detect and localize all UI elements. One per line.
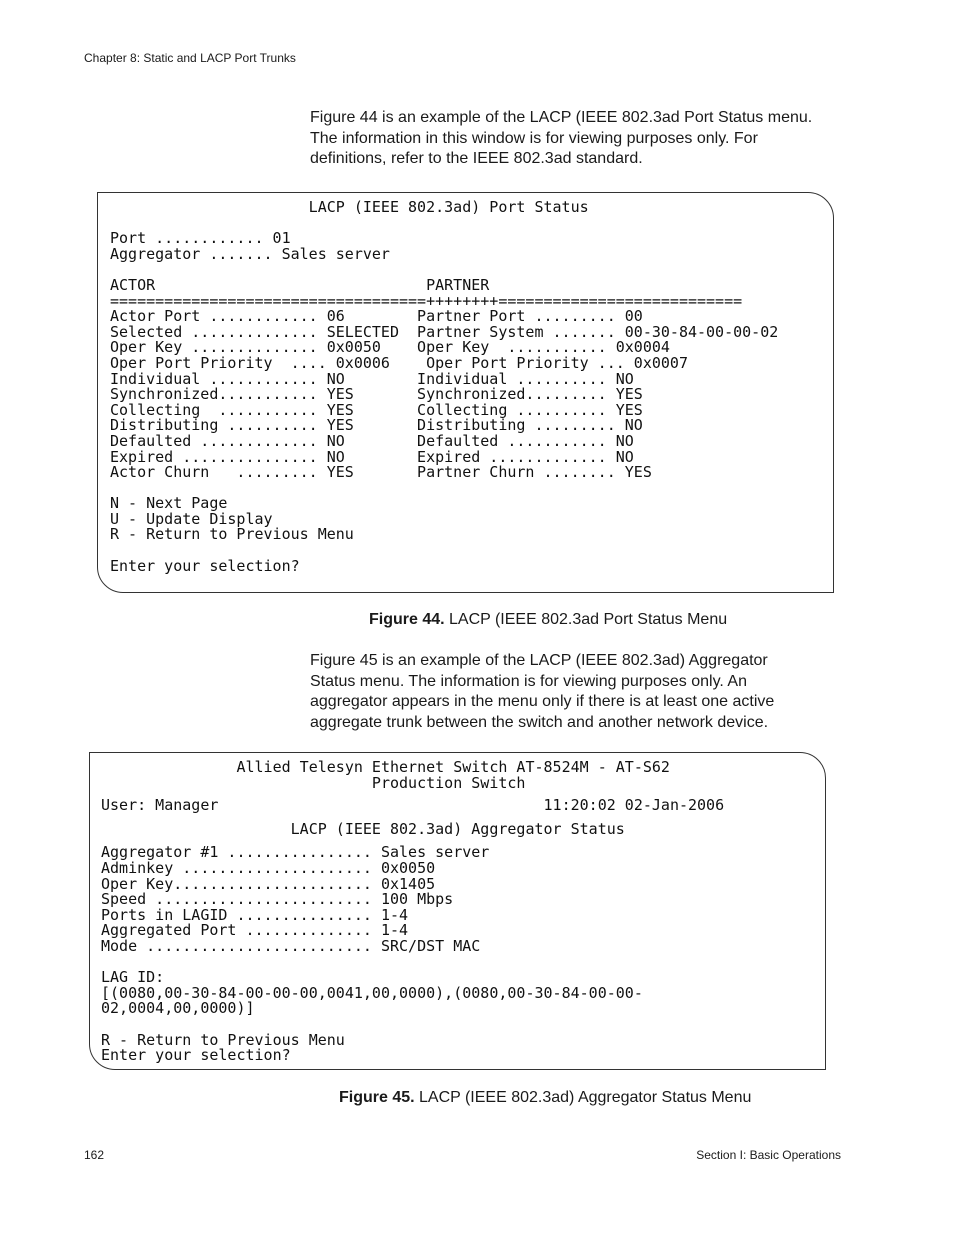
screen-line: ACTOR PARTNER	[110, 275, 490, 294]
screen-line: Speed ........................ 100 Mbps	[101, 890, 454, 909]
page-number: 162	[84, 1148, 105, 1162]
aggregator-status-screen-text	[101, 760, 724, 1064]
screen-line: Synchronized........... YES Synchronized......... YES	[110, 385, 643, 404]
screen-line: Enter your selection?	[101, 1046, 291, 1065]
port-status-screen	[97, 192, 834, 593]
intro-1-line: definitions, refer to the IEEE 802.3ad standard.	[310, 150, 643, 167]
screen-line: R - Return to Previous Menu	[101, 1030, 345, 1049]
screen-line: Distributing .......... YES Distributing ......... NO	[110, 416, 643, 435]
screen-line: LAG ID:	[101, 968, 165, 987]
screen-line: ===================================++++++++===========================	[110, 291, 743, 310]
screen-title: LACP (IEEE 802.3ad) Port Status	[110, 198, 589, 216]
screen-line: Mode ......................... SRC/DST MAC	[101, 936, 481, 955]
screen-line: Actor Churn ......... YES Partner Churn ........ YES	[110, 463, 652, 482]
user-time-line: User: Manager 11:20:02 02-Jan-2006	[101, 796, 725, 815]
screen-line: Adminkey ..................... 0x0050	[101, 858, 436, 877]
screen-line: Defaulted ............. NO Defaulted ........... NO	[110, 431, 634, 450]
intro-paragraph-1	[310, 108, 850, 170]
screen-subtitle: Production Switch	[101, 773, 526, 792]
screen-heading: LACP (IEEE 802.3ad) Aggregator Status	[101, 819, 625, 838]
screen-line: Enter your selection?	[110, 556, 300, 575]
figure-45-text: LACP (IEEE 802.3ad) Aggregator Status Menu	[414, 1089, 752, 1106]
screen-line: Selected .............. SELECTED Partner System ....... 00-30-84-00-00-02	[110, 322, 779, 341]
aggregator-status-screen	[89, 752, 826, 1070]
screen-line: Oper Port Priority .... 0x0006 Oper Port Priority ... 0x0007	[110, 353, 688, 372]
chapter-header: Chapter 8: Static and LACP Port Trunks	[84, 51, 296, 65]
port-status-screen-text	[110, 200, 778, 574]
intro-2-line: aggregator appears in the menu only if there is at least one active	[310, 693, 775, 710]
screen-line: R - Return to Previous Menu	[110, 525, 354, 544]
intro-2-line: aggregate trunk between the switch and another network device.	[310, 713, 769, 731]
intro-2-line: Status menu. The information is for viewing purposes only. An	[310, 672, 747, 690]
intro-2-line: Figure 45 is an example of the LACP (IEEE 802.3ad) Aggregator	[310, 652, 768, 669]
figure-45-caption	[339, 1089, 751, 1107]
figure-44-caption	[369, 611, 727, 629]
screen-line: 02,0004,00,0000)]	[101, 999, 255, 1018]
screen-line: Ports in LAGID ............... 1-4	[101, 905, 409, 924]
screen-line: Aggregator ....... Sales server	[110, 244, 390, 263]
screen-line: Expired ............... NO Expired ............. NO	[110, 447, 634, 466]
intro-paragraph-2	[310, 651, 850, 733]
figure-44-label: Figure 44.	[369, 611, 445, 628]
screen-line: Individual ............ NO Individual .......... NO	[110, 369, 634, 388]
figure-45-label: Figure 45.	[339, 1089, 415, 1106]
screen-line: Aggregator #1 ................ Sales server	[101, 843, 490, 862]
screen-line: Oper Key...................... 0x1405	[101, 874, 436, 893]
screen-line	[101, 955, 724, 971]
screen-line: Aggregated Port .............. 1-4	[101, 921, 409, 940]
screen-line: Actor Port ............ 06 Partner Port ......... 00	[110, 307, 643, 326]
figure-44-text: LACP (IEEE 802.3ad Port Status Menu	[444, 611, 728, 628]
screen-line: Oper Key .............. 0x0050 Oper Key ........... 0x0004	[110, 338, 670, 357]
screen-line: Port ............ 01	[110, 229, 291, 248]
intro-1-line: Figure 44 is an example of the LACP (IEEE 802.3ad Port Status menu.	[310, 109, 813, 126]
intro-1-line: The information in this window is for viewing purposes only. For	[310, 129, 758, 147]
screen-line: U - Update Display	[110, 509, 273, 528]
screen-line: [(0080,00-30-84-00-00-00,0041,00,0000),(0080,00-30-84-00-00-	[101, 983, 643, 1002]
section-footer: Section I: Basic Operations	[696, 1148, 841, 1162]
screen-line: N - Next Page	[110, 494, 228, 513]
screen-title: Allied Telesyn Ethernet Switch AT-8524M - AT-S62	[101, 758, 670, 776]
screen-line: Collecting ........... YES Collecting .......... YES	[110, 400, 643, 419]
